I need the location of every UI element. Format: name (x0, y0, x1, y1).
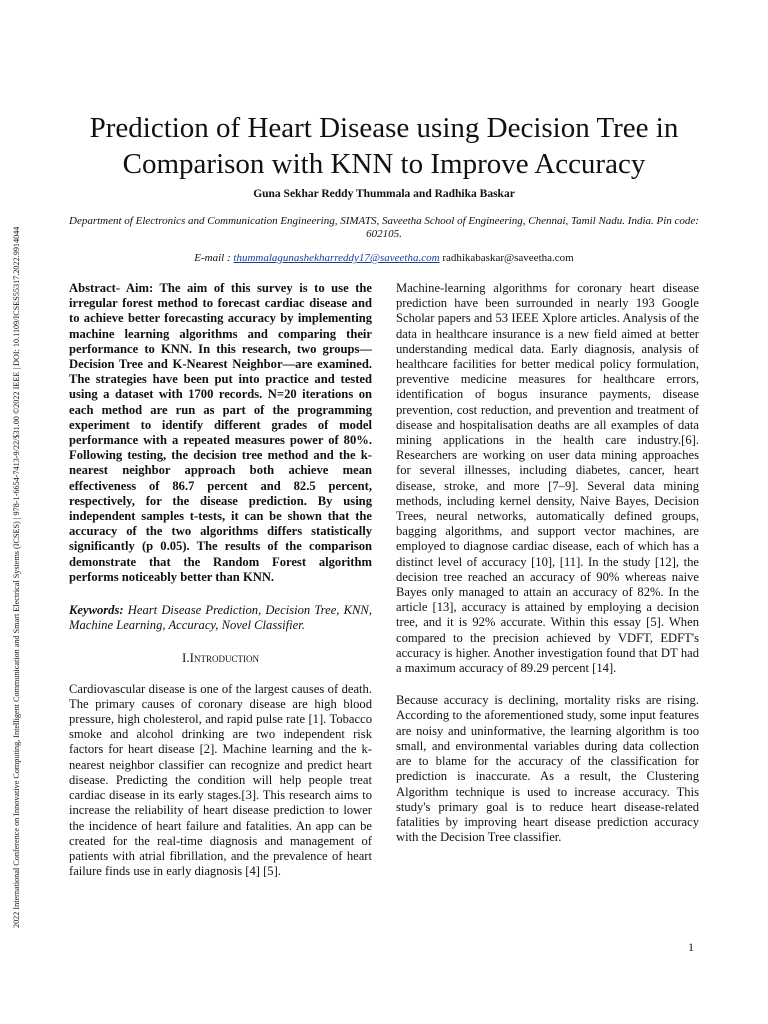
conference-citation-text: 2022 International Conference on Innovative Computing, Intelligent Communication and Smart Electrical Systems (ICSES) | 978-1-6654-7413-9/22/$31.00 ©2022 IEEE | DOI: 10.1109/ICSES55317.2022.9914044 (12, 226, 21, 928)
body-paragraph-1: Machine-learning algorithms for coronary heart disease prediction have been surrounded in nearly 193 Google Scholar papers and 53 IEEE Xplore articles. Analysis of the data in healthcare insurance is a new field aimed at better understanding medical data. Early diagnosis, analysis of healthcare facilities for better medical policy formulation, preventive medicine measures for healthcare errors, identification of bogus insurance payments, disease prevention, cost reduction, and prevention and treatment of disease and hospitalisation deaths are all examples of data mining applications in the health care industry.[6]. Researchers are working on user data mining approaches for several illnesses, including diabetes, cancer, heart disease, stroke, and more [7–9]. Several data mining methods, including kernel density, Naive Bayes, Decision Trees, neural networks, automatically defined groups, bagging algorithms, and support vector machines, are employed to diagnose cardiac disease, each of which has a distinct level of accuracy [10], [11]. In the study [12], the decision tree reached an accuracy of 90% whereas naive Bayes only managed to attain an accuracy of 82%. In the article [13], accuracy is attained by employing a decision tree, and it is 92% accurate. Within this essay [5]. When compared to the precision achieved by VDFT, EDFT's accuracy is higher. Another investigation found that DT had a maximum accuracy of 89.29 percent [14]. (396, 281, 699, 676)
body-paragraph-2: Because accuracy is declining, mortality risks are rising. According to the aforementioned study, some input features are noisy and uninformative, the learning algorithm is too small, and environmental variables during data collection are to blame for the accuracy of the classification for prediction is inaccurate. As a result, the Clustering Algorithm technique is used to increase accuracy. This study's primary goal is to reduce heart disease-related fatalities by improving heart disease prediction accuracy with the Decision Tree classifier. (396, 693, 699, 845)
affiliation: Department of Electronics and Communication Engineering, SIMATS, Saveetha School of Engineering, Chennai, Tamil Nadu. India. Pin code: 602105. (69, 215, 699, 240)
keywords-text: Heart Disease Prediction, Decision Tree, KNN, Machine Learning, Accuracy, Novel Classifier. (69, 603, 372, 633)
conference-citation-sidebar (11, 90, 23, 930)
email-link[interactable]: thummalagunashekharreddy17@saveetha.com (233, 252, 440, 264)
keywords-label: Keywords: (69, 603, 124, 618)
right-column (396, 281, 699, 845)
intro-paragraph: Cardiovascular disease is one of the largest causes of death. The primary causes of coronary disease are high blood pressure, high cholesterol, and rapid pulse rate [1]. Tobacco smoke and alcohol drinking are two independent risk factors for heart disease [2]. Machine learning and the k-nearest neighbor classifier can recognize and predict heart disease. Predicting the condition will help people treat cardiac disease in its early stages.[3]. This research aims to increase the reliability of heart disease prediction to lower the incidence of heart failure and fatalities. An app can be created for the real-time diagnosis and management of patients with atrial fibrillation, and the prevalence of heart failure finds use in early diagnosis [4] [5]. (69, 681, 372, 879)
email-second: radhikabaskar@saveetha.com (442, 252, 574, 264)
email-line (60, 252, 708, 264)
authors: Guna Sekhar Reddy Thummala and Radhika Baskar (253, 188, 515, 200)
paper-title: Prediction of Heart Disease using Decision Tree in Comparison with KNN to Improve Accuracy (89, 112, 679, 180)
section-heading-introduction: I.Introduction (182, 650, 259, 666)
abstract: Abstract- Aim: The aim of this survey is to use the irregular forest method to forecast cardiac disease and to achieve better forecasting accuracy by implementing machine learning algorithms and comparing their performance to KNN. In this research, two groups—Decision Tree and K-Nearest Neighbor—are examined. The strategies have been put into practice and tested using a dataset with 1700 records. N=20 iterations on each method are run as part of the programming experiment to identify different grades of model performance with a repeated measures power of 80%. Following testing, the decision tree method and the k-nearest neighbor approach both achieve mean effectiveness of 86.7 percent and 82.5 percent, respectively, for the disease prediction. By using independent samples t-tests, it can be shown that the accuracy of the two algorithms differs statistically significantly (p 0.05). The results of the comparison demonstrate that the Random Forest algorithm performs noticeably better than KNN. (69, 281, 372, 584)
email-label: E-mail : (194, 252, 231, 264)
keywords (69, 603, 372, 633)
page-number: 1 (688, 940, 694, 954)
left-column (69, 281, 372, 879)
